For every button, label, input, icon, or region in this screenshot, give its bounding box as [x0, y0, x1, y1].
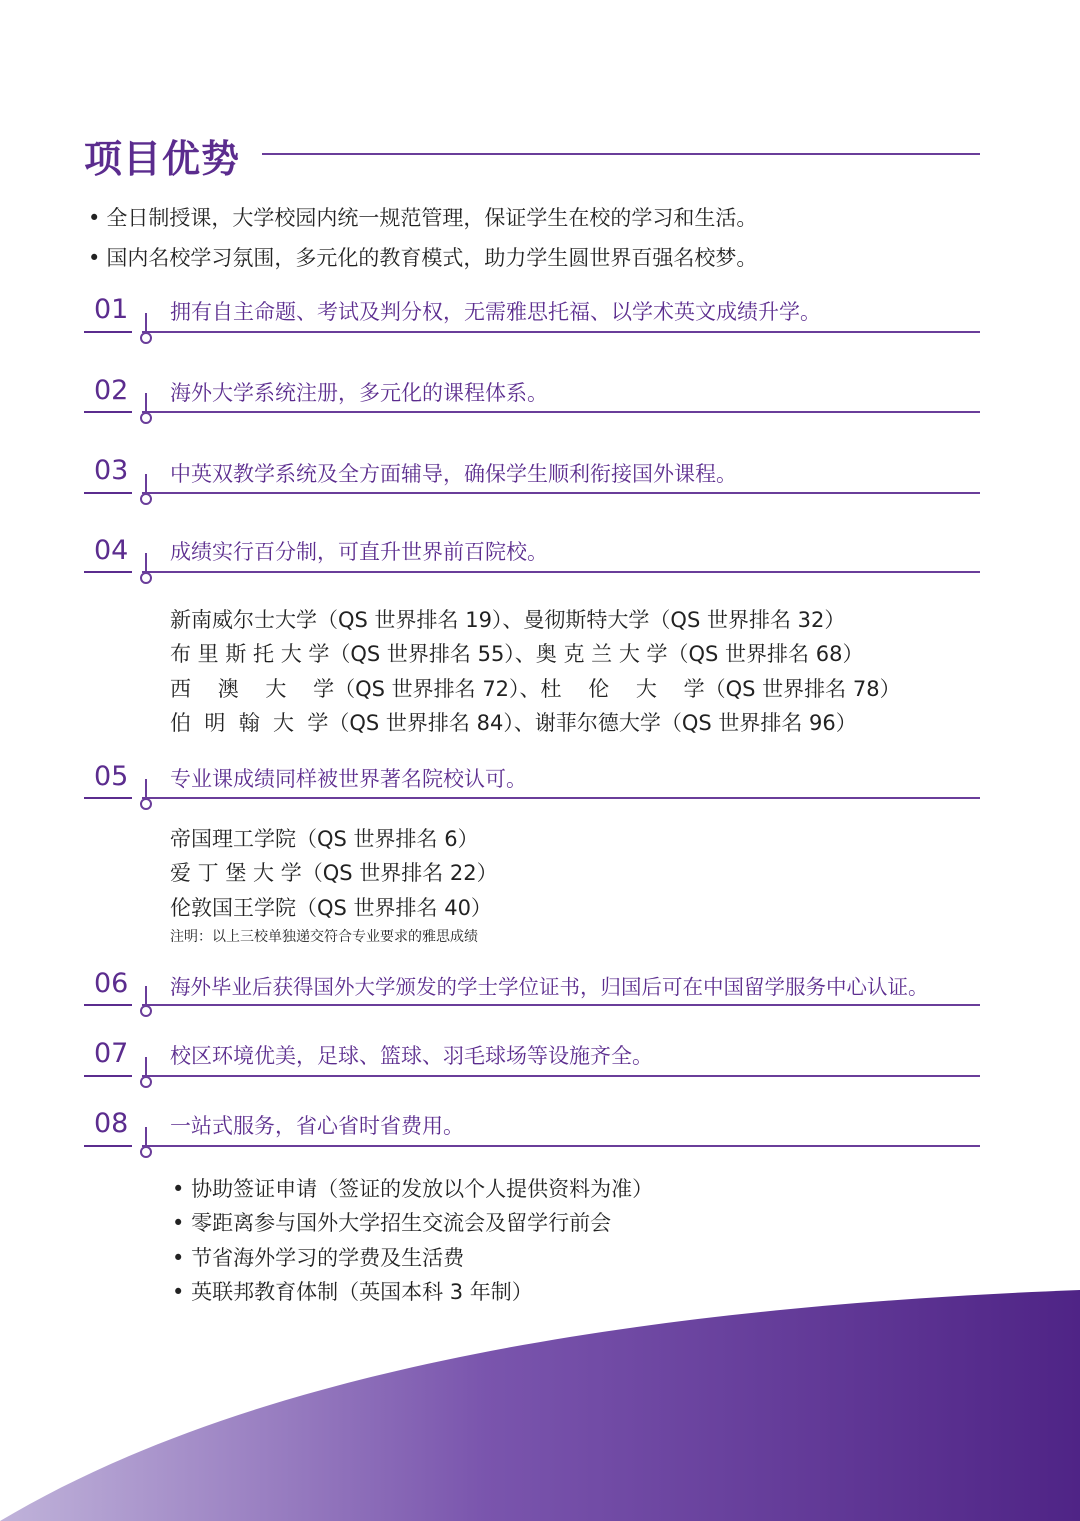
university-row: 新南威尔士大学（QS 世界排名 19）、曼彻斯特大学（QS 世界排名 32） — [170, 608, 846, 632]
section-divider — [142, 331, 980, 333]
section-number: 04 — [94, 535, 129, 566]
connector-line — [145, 393, 147, 411]
section-divider — [142, 1145, 980, 1147]
section-divider — [142, 1075, 980, 1077]
footnote: 注明：以上三校单独递交符合专业要求的雅思成绩 — [170, 929, 478, 945]
connector-dot-icon — [140, 493, 152, 505]
number-underline — [84, 1145, 132, 1147]
number-underline — [84, 571, 132, 573]
connector-line — [145, 474, 147, 492]
university-row: 伦敦国王学院（QS 世界排名 40） — [170, 896, 492, 920]
university-row: 伯 明 翰 大 学（QS 世界排名 84）、谢菲尔德大学（QS 世界排名 96） — [170, 711, 857, 735]
connector-dot-icon — [140, 332, 152, 344]
section-heading: 一站式服务，省心省时省费用。 — [170, 1114, 464, 1138]
service-item: • 零距离参与国外大学招生交流会及留学行前会 — [172, 1211, 612, 1235]
number-underline — [84, 492, 132, 494]
connector-line — [145, 986, 147, 1004]
bullet-icon: • — [172, 1280, 185, 1304]
number-underline — [84, 1075, 132, 1077]
bullet-icon: • — [88, 206, 101, 230]
connector-dot-icon — [140, 1146, 152, 1158]
section-divider — [142, 571, 980, 573]
university-row: 爱 丁 堡 大 学（QS 世界排名 22） — [170, 861, 498, 885]
section-number: 08 — [94, 1108, 129, 1139]
section-divider — [142, 1004, 980, 1006]
connector-line — [145, 779, 147, 797]
connector-line — [145, 553, 147, 571]
university-row: 帝国理工学院（QS 世界排名 6） — [170, 827, 479, 851]
section-divider — [142, 492, 980, 494]
number-underline — [84, 797, 132, 799]
connector-line — [145, 1057, 147, 1075]
bullet-icon: • — [172, 1177, 185, 1201]
service-item: • 英联邦教育体制（英国本科 3 年制） — [172, 1280, 533, 1304]
connector-dot-icon — [140, 412, 152, 424]
intro-item: • 国内名校学习氛围，多元化的教育模式，助力学生圆世界百强名校梦。 — [88, 246, 758, 270]
connector-dot-icon — [140, 572, 152, 584]
section-heading: 校区环境优美，足球、篮球、羽毛球场等设施齐全。 — [170, 1044, 653, 1068]
section-heading: 中英双教学系统及全方面辅导，确保学生顺利衔接国外课程。 — [170, 462, 737, 486]
connector-dot-icon — [140, 1076, 152, 1088]
bullet-icon: • — [172, 1211, 185, 1235]
bullet-icon: • — [172, 1246, 185, 1270]
section-heading: 海外毕业后获得国外大学颁发的学士学位证书，归国后可在中国留学服务中心认证。 — [170, 975, 929, 999]
section-heading: 拥有自主命题、考试及判分权，无需雅思托福、以学术英文成绩升学。 — [170, 300, 821, 324]
section-number: 02 — [94, 375, 129, 406]
university-row: 布 里 斯 托 大 学（QS 世界排名 55）、奥 克 兰 大 学（QS 世界排名 68） — [170, 642, 864, 666]
section-number: 05 — [94, 761, 129, 792]
page-title: 项目优势 — [84, 137, 241, 181]
number-underline — [84, 331, 132, 333]
university-row: 西 澳 大 学（QS 世界排名 72）、杜 伦 大 学（QS 世界排名 78） — [170, 677, 901, 701]
section-heading: 海外大学系统注册，多元化的课程体系。 — [170, 381, 548, 405]
service-item: • 节省海外学习的学费及生活费 — [172, 1246, 465, 1270]
section-divider — [142, 797, 980, 799]
title-divider — [262, 153, 980, 155]
connector-dot-icon — [140, 798, 152, 810]
connector-line — [145, 313, 147, 331]
number-underline — [84, 1004, 132, 1006]
section-number: 07 — [94, 1038, 129, 1069]
number-underline — [84, 411, 132, 413]
section-number: 06 — [94, 968, 129, 999]
section-heading: 专业课成绩同样被世界著名院校认可。 — [170, 767, 527, 791]
intro-item: • 全日制授课，大学校园内统一规范管理，保证学生在校的学习和生活。 — [88, 206, 758, 230]
section-divider — [142, 411, 980, 413]
service-item: • 协助签证申请（签证的发放以个人提供资料为准） — [172, 1177, 654, 1201]
section-number: 01 — [94, 294, 129, 325]
section-number: 03 — [94, 455, 129, 486]
section-heading: 成绩实行百分制，可直升世界前百院校。 — [170, 540, 548, 564]
bullet-icon: • — [88, 246, 101, 270]
connector-dot-icon — [140, 1005, 152, 1017]
connector-line — [145, 1127, 147, 1145]
